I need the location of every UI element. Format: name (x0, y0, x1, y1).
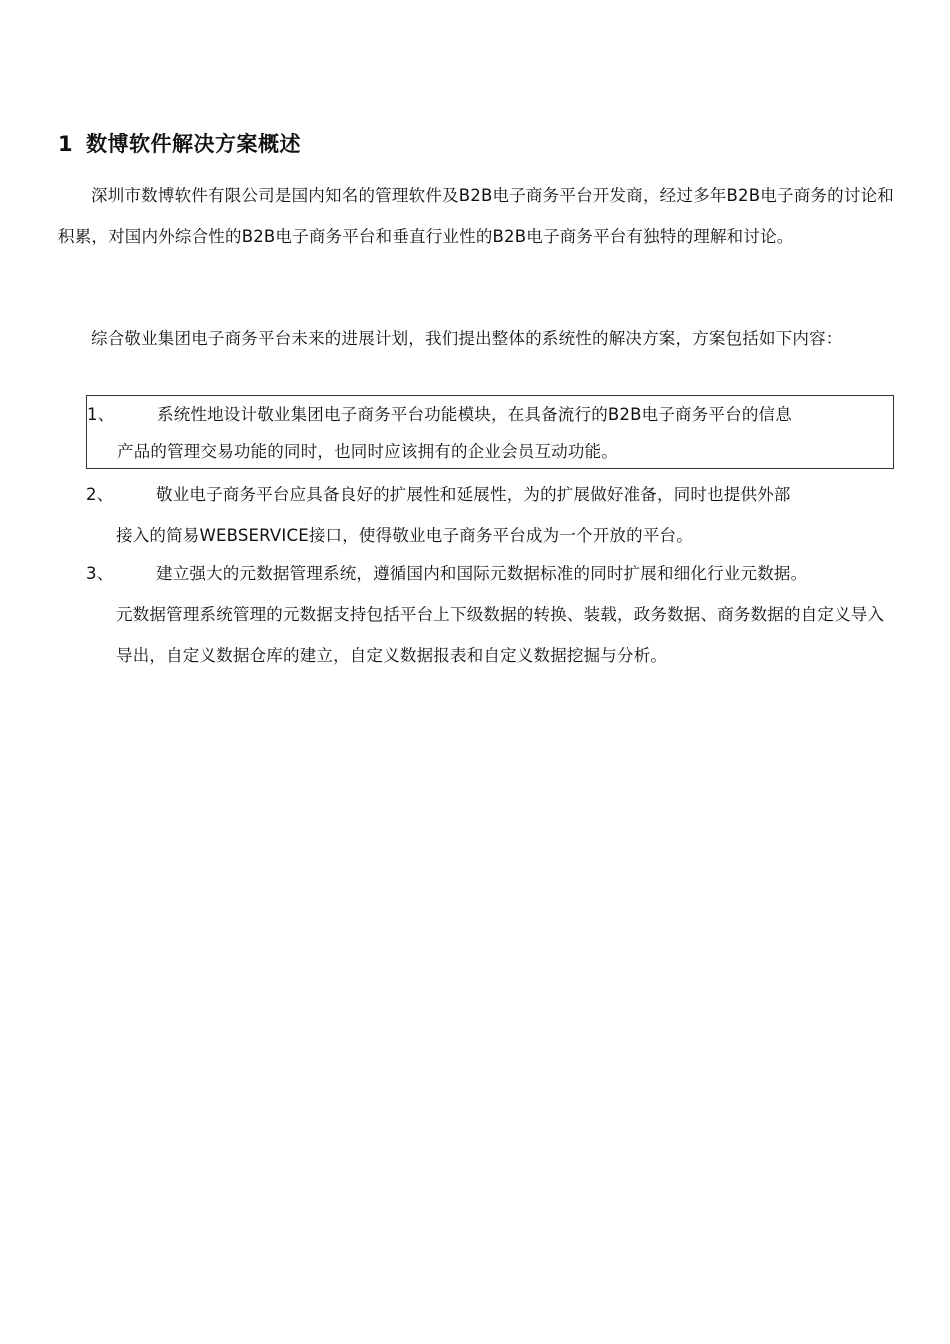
list-item-first-line: 敬业电子商务平台应具备良好的扩展性和延展性，为的扩展做好准备，同时也提供外部 (156, 485, 791, 504)
list-item-continuation: 接入的简易WEBSERVICE接口，使得敬业电子商务平台成为一个开放的平台。 (116, 526, 693, 545)
intro-paragraph: 深圳市数博软件有限公司是国内知名的管理软件及B2B电子商务平台开发商，经过多年B2B电子商务的讨论和积累，对国内外综合性的B2B电子商务平台和垂直行业性的B2B电子商务平台有独特的理解和讨论。 (58, 186, 894, 246)
list-item (86, 553, 894, 676)
list-item (86, 395, 894, 469)
list-item-first-line: 系统性地设计敬业集团电子商务平台功能模块，在具备流行的B2B电子商务平台的信息 (157, 405, 792, 424)
list-marker: 1、 (87, 405, 115, 424)
section-heading (58, 128, 301, 158)
section-title: 数博软件解决方案概述 (86, 132, 301, 156)
section-number: 1 (58, 132, 74, 156)
list-marker: 2、 (86, 485, 114, 504)
list-item-continuation: 元数据管理系统管理的元数据支持包括平台上下级数据的转换、装载，政务数据、商务数据的自定义导入导出，自定义数据仓库的建立，自定义数据报表和自定义数据挖掘与分析。 (116, 605, 885, 665)
list-item-first-line: 建立强大的元数据管理系统，遵循国内和国际元数据标准的同时扩展和细化行业元数据。 (156, 564, 808, 583)
plan-paragraph: 综合敬业集团电子商务平台未来的进展计划，我们提出整体的系统性的解决方案，方案包括如下内容： (91, 329, 843, 348)
list-marker: 3、 (86, 564, 114, 583)
list-item (86, 474, 894, 556)
list-item-continuation: 产品的管理交易功能的同时，也同时应该拥有的企业会员互动功能。 (117, 442, 618, 461)
